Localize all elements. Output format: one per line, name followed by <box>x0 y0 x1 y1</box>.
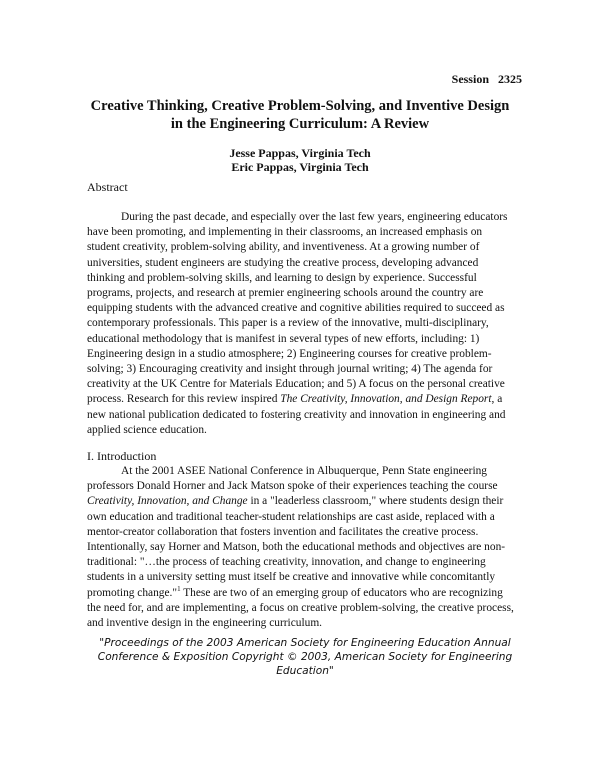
author-1: Jesse Pappas, Virginia Tech <box>229 146 371 160</box>
footer-line-2: Conference & Exposition Copyright © 2003, American Society for Engineering <box>97 651 513 663</box>
abstract-heading: Abstract <box>87 180 128 194</box>
footnote-marker: 1 <box>177 584 181 593</box>
abstract-text-b: , a new national publication dedicated to fostering creativity and innovation in engineering and applied science education. <box>87 393 506 436</box>
author-list <box>60 146 540 174</box>
intro-heading: I. Introduction <box>87 449 157 463</box>
footer-line-3: Education" <box>276 665 334 677</box>
abstract-paragraph <box>87 210 515 438</box>
proceedings-footer <box>95 636 515 678</box>
paper-title <box>60 97 540 133</box>
report-title: The Creativity, Innovation, and Design Report <box>280 393 492 406</box>
footer-line-1: "Proceedings of the 2003 American Society for Engineering Education Annual <box>99 637 511 649</box>
intro-paragraph <box>87 464 515 631</box>
author-2: Eric Pappas, Virginia Tech <box>231 160 369 174</box>
session-number: Session 2325 <box>451 72 522 86</box>
intro-text-b: in a "leaderless classroom," where students design their own education and traditional teacher-student relationships are cast aside, replaced with a mentor-creator collaboration that fosters invention and facilitates the creative process. Intentionally, say Horner and Matson, both the educational methods and objectives are non-traditional: "…the process of teaching creativity, innovation, and change to engineering students in a university setting must itself be creative and innovative while concomitantly promoting change." <box>87 495 506 599</box>
intro-text-c: These are two of an emerging group of educators who are recognizing the need for, and are implementing, a focus on creative problem-solving, the creative process, and inventive design in the engineering curriculum. <box>87 586 514 630</box>
title-line-1: Creative Thinking, Creative Problem-Solving, and Inventive Design <box>90 98 510 114</box>
title-line-2: in the Engineering Curriculum: A Review <box>170 116 430 132</box>
abstract-text-a: During the past decade, and especially over the last few years, engineering educators have been promoting, and implementing in their classrooms, an increased emphasis on student creativity, problem-solving ability, and inventiveness. At a growing number of universities, student engineers are studying the creative process, developing advanced thinking and problem-solving skills, and learning to design by experience. Successful programs, projects, and research at premier engineering schools around the country are equipping students with the advanced creative and cognitive abilities required to succeed as contemporary professionals. This paper is a review of the innovative, multi-disciplinary, educational methodology that is manifest in several types of new efforts, including: 1) Engineering design in a studio atmosphere; 2) Engineering courses for creative problem-solving; 3) Encouraging creativity and insight through journal writing; 4) The agenda for creativity at the UK Centre for Materials Education; and 5) A focus on the personal creative process. Research for this review inspired <box>87 211 508 406</box>
intro-text-a: At the 2001 ASEE National Conference in Albuquerque, Penn State engineering professors Donald Horner and Jack Matson spoke of their experiences teaching the course <box>87 465 498 493</box>
course-title: Creativity, Innovation, and Change <box>87 495 248 508</box>
